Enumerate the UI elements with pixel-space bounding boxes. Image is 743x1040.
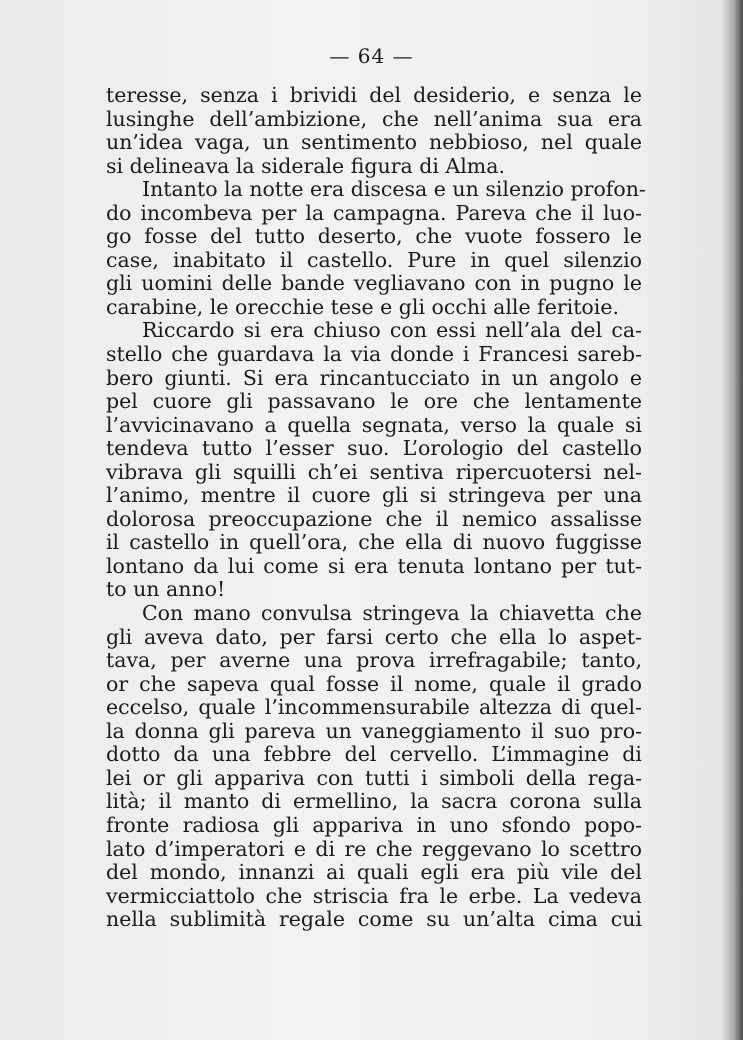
text-line: carabine, le orecchie tese e gli occhi alle feritoie. [106,294,619,319]
text-line: fronte radiosa gli appariva in uno sfondo popo- [106,812,642,837]
text-line: stello che guardava la via donde i Francesi sareb- [106,342,642,367]
text-line: il castello in quell’ora, che ella di nuovo fuggisse [106,530,642,555]
text-line: gli uomini delle bande vegliavano con in pugno le [106,271,642,296]
text-line: del mondo, innanzi ai quali egli era più vile del [106,860,642,885]
text-line: la donna gli pareva un vaneggiamento il suo pro- [106,718,642,743]
text-line: bero giunti. Si era rincantucciato in un angolo e [106,365,642,390]
text-line: do incombeva per la campagna. Pareva che il luo- [106,200,642,225]
text-line: Riccardo si era chiuso con essi nell’ala del ca- [142,318,642,343]
text-line: teresse, senza i brividi del desiderio, e senza le [106,83,642,107]
text-line: vermicciattolo che striscia fra le erbe. La vedeva [106,883,642,908]
text-line: lato d’imperatori e di re che reggevano lo scettro [106,836,642,861]
text-line: l’animo, mentre il cuore gli si stringeva per una [106,483,642,508]
text-line: dolorosa preoccupazione che il nemico assalisse [106,506,642,531]
text-line: tava, per averne una prova irrefragabile; tanto, [106,648,642,673]
text-line: or che sapeva qual fosse il nome, quale il grado [106,671,642,696]
text-line: gli aveva dato, per farsi certo che ella lo aspet- [106,624,642,649]
text-line: case, inabitato il castello. Pure in quel silenzio [106,247,642,272]
text-line: to un anno! [106,577,226,602]
page-binding-shadow [721,0,743,1040]
text-line: tendeva tutto l’esser suo. L’orologio del castello [106,436,642,461]
text-line: lusinghe dell’ambizione, che nell’anima sua era [106,106,642,131]
text-line: eccelso, quale l’incommensurabile altezza di quel- [106,695,642,720]
text-line: lità; il manto di ermellino, la sacra corona sulla [106,789,642,814]
text-line: vibrava gli squilli ch’ei sentiva ripercuotersi nel- [106,459,642,484]
page-number: — 64 — [329,44,414,68]
text-line: go fosse del tutto deserto, che vuote fossero le [106,224,642,249]
text-line: lontano da lui come si era tenuta lontano per tut- [106,553,642,578]
text-line: pel cuore gli passavano le ore che lentamente [106,389,642,414]
text-line: si delineava la siderale figura di Alma. [106,153,505,178]
text-line: nella sublimità regale come su un’alta cima cui [106,907,642,932]
text-line: l’avvicinavano a quella segnata, verso la quale si [106,412,642,437]
text-line: dotto da una febbre del cervello. L’immagine di [106,742,642,767]
body-text [106,83,646,932]
text-line: Intanto la notte era discesa e un silenzio profon- [142,177,646,202]
text-line: lei or gli appariva con tutti i simboli della rega- [106,765,642,790]
text-line: un’idea vaga, un sentimento nebbioso, nel quale [106,130,642,155]
text-line: Con mano convulsa stringeva la chiavetta che [142,601,642,626]
